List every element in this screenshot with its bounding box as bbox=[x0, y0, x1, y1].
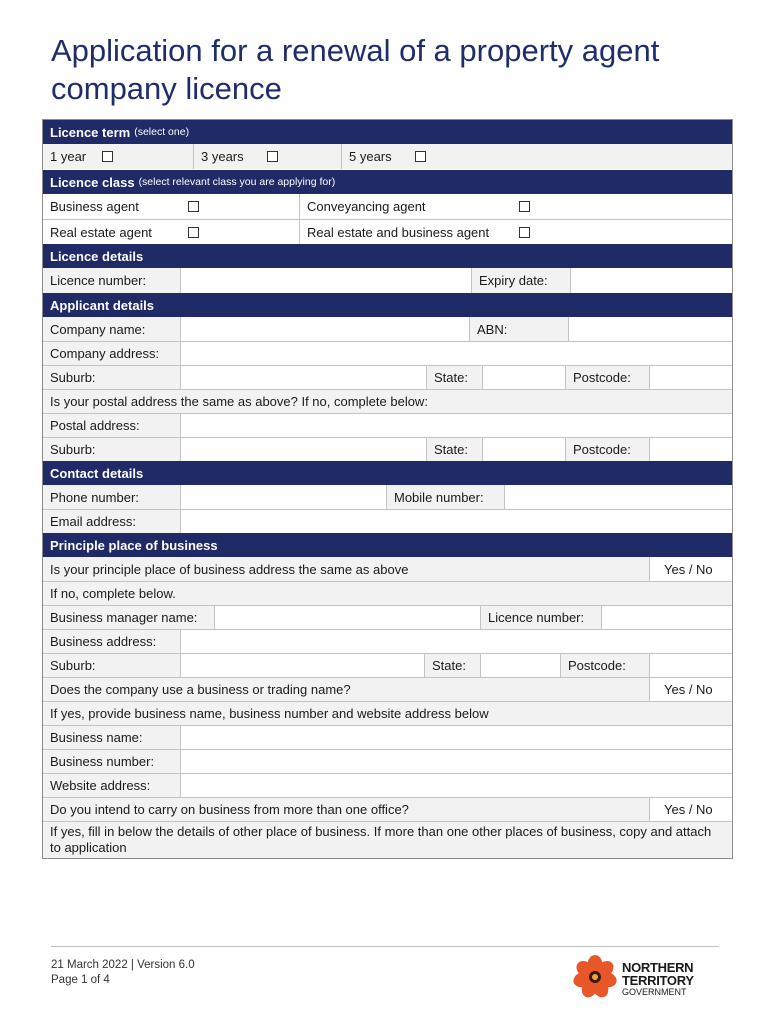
website-row bbox=[43, 773, 732, 797]
footer-info bbox=[51, 958, 195, 988]
nt-government-logo bbox=[572, 954, 712, 1000]
business-name-label: Business name: bbox=[43, 726, 180, 749]
option-1-year[interactable]: 1 year bbox=[43, 144, 193, 169]
expiry-date-field[interactable] bbox=[570, 268, 732, 293]
abn-label: ABN: bbox=[469, 317, 568, 341]
section-title: Licence details bbox=[50, 248, 144, 264]
company-address-row bbox=[43, 341, 732, 365]
if-no-row bbox=[43, 581, 732, 605]
postal-address-field[interactable] bbox=[180, 414, 732, 437]
postal-suburb-label: Suburb: bbox=[43, 438, 180, 461]
if-yes-text: If yes, provide business name, business number and website address below bbox=[50, 706, 489, 721]
if-yes-row bbox=[43, 701, 732, 725]
postal-address-row bbox=[43, 413, 732, 437]
licence-number-label: Licence number: bbox=[43, 268, 180, 293]
suburb-row bbox=[43, 365, 732, 389]
section-header-licence-term bbox=[43, 120, 732, 144]
email-row bbox=[43, 509, 732, 533]
postal-suburb-field[interactable] bbox=[180, 438, 426, 461]
section-title: Licence term bbox=[50, 124, 131, 140]
trading-name-question: Does the company use a business or trading name? bbox=[43, 678, 649, 701]
same-address-question: Is your principle place of business address the same as above bbox=[43, 557, 649, 581]
same-address-yes-no[interactable]: Yes / No bbox=[649, 557, 732, 581]
footer-divider bbox=[51, 946, 719, 947]
licence-term-options bbox=[43, 144, 732, 169]
licence-class-row-2 bbox=[43, 219, 732, 244]
licence-number-field[interactable] bbox=[180, 268, 471, 293]
company-name-field[interactable] bbox=[180, 317, 469, 341]
checkbox-3-years[interactable] bbox=[267, 151, 278, 162]
footer-page-number: Page 1 of 4 bbox=[51, 974, 110, 986]
nt-flower-icon bbox=[572, 954, 618, 1000]
if-no-text: If no, complete below. bbox=[50, 586, 176, 601]
section-note: (select relevant class you are applying for) bbox=[138, 176, 336, 188]
same-address-row bbox=[43, 557, 732, 581]
multiple-office-question: Do you intend to carry on business from more than one office? bbox=[43, 798, 649, 821]
section-title: Licence class bbox=[50, 174, 135, 190]
checkbox-conveyancing-agent[interactable] bbox=[519, 201, 530, 212]
logo-line-territory: TERRITORY bbox=[622, 973, 694, 988]
business-name-field[interactable] bbox=[180, 726, 732, 749]
business-number-label: Business number: bbox=[43, 750, 180, 773]
abn-field[interactable] bbox=[568, 317, 732, 341]
postcode-field[interactable] bbox=[649, 366, 732, 389]
page-title: Application for a renewal of a property agent company licence bbox=[51, 33, 660, 106]
website-field[interactable] bbox=[180, 774, 732, 797]
business-postcode-label: Postcode: bbox=[560, 654, 649, 677]
business-name-row bbox=[43, 725, 732, 749]
other-places-row bbox=[43, 821, 732, 858]
manager-licence-field[interactable] bbox=[601, 606, 732, 629]
state-field[interactable] bbox=[482, 366, 565, 389]
mobile-label: Mobile number: bbox=[386, 485, 504, 509]
phone-row bbox=[43, 485, 732, 509]
suburb-label: Suburb: bbox=[43, 366, 180, 389]
section-header-licence-class bbox=[43, 170, 732, 194]
multiple-office-row bbox=[43, 797, 732, 821]
option-3-years[interactable]: 3 years bbox=[193, 144, 341, 169]
licence-class-row-1 bbox=[43, 194, 732, 219]
section-header-licence-details bbox=[43, 244, 732, 268]
business-address-label: Business address: bbox=[43, 630, 180, 653]
application-form bbox=[42, 119, 733, 859]
option-5-years[interactable]: 5 years bbox=[341, 144, 732, 169]
checkbox-1-year[interactable] bbox=[102, 151, 113, 162]
postal-address-label: Postal address: bbox=[43, 414, 180, 437]
company-address-field[interactable] bbox=[180, 342, 732, 365]
option-business-agent[interactable]: Business agent bbox=[43, 194, 299, 219]
checkbox-real-estate-business-agent[interactable] bbox=[519, 227, 530, 238]
footer-date-version: 21 March 2022 | Version 6.0 bbox=[51, 959, 195, 971]
business-state-label: State: bbox=[424, 654, 480, 677]
trading-name-row bbox=[43, 677, 732, 701]
section-header-applicant-details bbox=[43, 293, 732, 317]
trading-name-yes-no[interactable]: Yes / No bbox=[649, 678, 732, 701]
company-name-row bbox=[43, 317, 732, 341]
postal-state-label: State: bbox=[426, 438, 482, 461]
postal-state-field[interactable] bbox=[482, 438, 565, 461]
section-title: Contact details bbox=[50, 465, 144, 481]
phone-field[interactable] bbox=[180, 485, 386, 509]
business-state-field[interactable] bbox=[480, 654, 560, 677]
postal-suburb-row bbox=[43, 437, 732, 461]
manager-licence-label: Licence number: bbox=[480, 606, 601, 629]
postcode-label: Postcode: bbox=[565, 366, 649, 389]
postal-postcode-label: Postcode: bbox=[565, 438, 649, 461]
option-real-estate-agent[interactable]: Real estate agent bbox=[43, 220, 299, 244]
manager-row bbox=[43, 605, 732, 629]
postal-postcode-field[interactable] bbox=[649, 438, 732, 461]
postal-question: Is your postal address the same as above? If no, complete below: bbox=[50, 394, 428, 409]
licence-details-row bbox=[43, 268, 732, 293]
state-label: State: bbox=[426, 366, 482, 389]
checkbox-real-estate-agent[interactable] bbox=[188, 227, 199, 238]
other-places-text: If yes, fill in below the details of other place of business. If more than one other places of business, copy and attach to application bbox=[50, 824, 712, 855]
suburb-field[interactable] bbox=[180, 366, 426, 389]
checkbox-5-years[interactable] bbox=[415, 151, 426, 162]
website-label: Website address: bbox=[43, 774, 180, 797]
email-label: Email address: bbox=[43, 510, 180, 533]
business-number-field[interactable] bbox=[180, 750, 732, 773]
logo-line-northern: NORTHERN bbox=[622, 960, 694, 975]
mobile-field[interactable] bbox=[504, 485, 732, 509]
email-field[interactable] bbox=[180, 510, 732, 533]
option-conveyancing-agent[interactable]: Conveyancing agent bbox=[299, 194, 732, 219]
business-address-field[interactable] bbox=[180, 630, 732, 653]
option-real-estate-business-agent[interactable]: Real estate and business agent bbox=[299, 220, 732, 244]
logo-line-government: GOVERNMENT bbox=[622, 987, 687, 997]
company-address-label: Company address: bbox=[43, 342, 180, 365]
section-title: Applicant details bbox=[50, 297, 155, 313]
business-suburb-label: Suburb: bbox=[43, 654, 180, 677]
business-number-row bbox=[43, 749, 732, 773]
business-address-row bbox=[43, 629, 732, 653]
manager-name-field[interactable] bbox=[214, 606, 480, 629]
business-postcode-field[interactable] bbox=[649, 654, 732, 677]
business-suburb-field[interactable] bbox=[180, 654, 424, 677]
section-note: (select one) bbox=[134, 126, 190, 138]
section-title: Principle place of business bbox=[50, 537, 218, 553]
company-name-label: Company name: bbox=[43, 317, 180, 341]
section-header-contact-details bbox=[43, 461, 732, 485]
business-suburb-row bbox=[43, 653, 732, 677]
section-header-principle-place bbox=[43, 533, 732, 557]
phone-label: Phone number: bbox=[43, 485, 180, 509]
manager-name-label: Business manager name: bbox=[43, 606, 214, 629]
multiple-office-yes-no[interactable]: Yes / No bbox=[649, 798, 732, 821]
postal-question-row bbox=[43, 389, 732, 413]
checkbox-business-agent[interactable] bbox=[188, 201, 199, 212]
expiry-date-label: Expiry date: bbox=[471, 268, 570, 293]
